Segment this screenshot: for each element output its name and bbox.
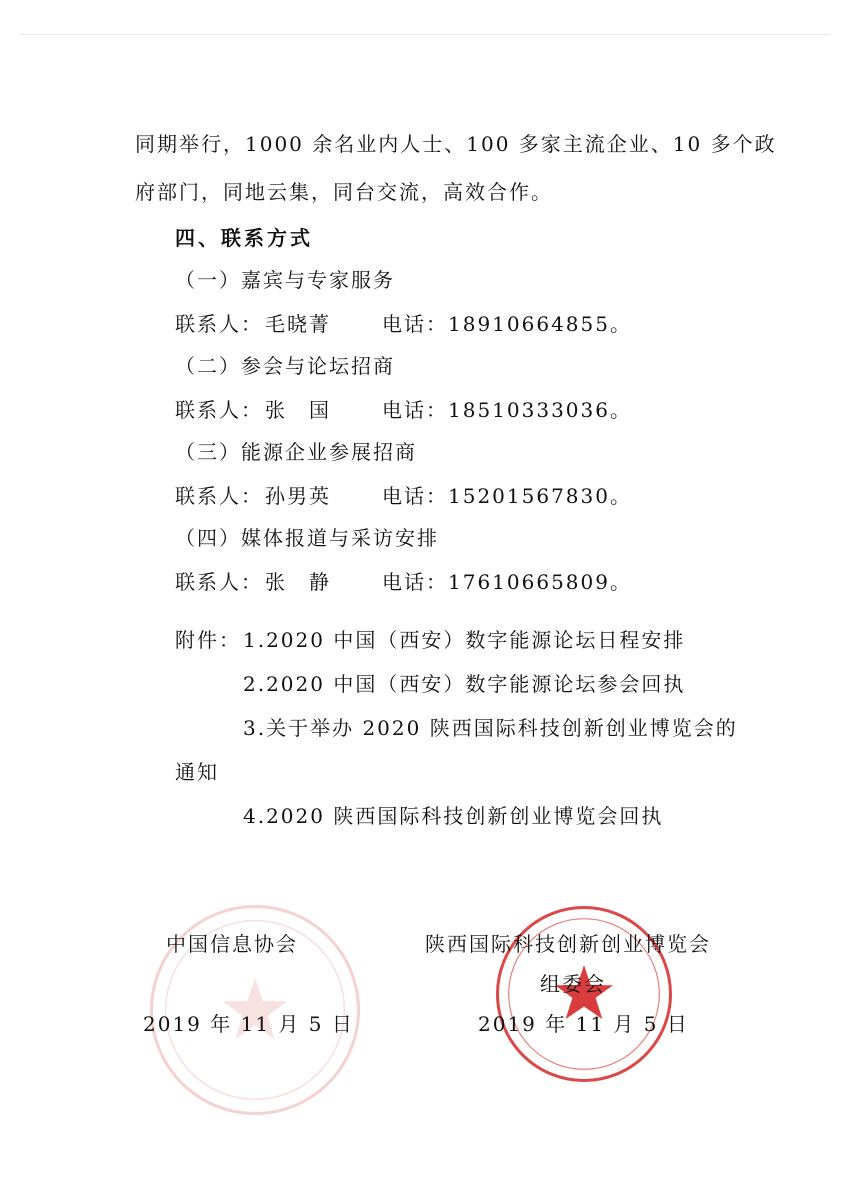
contact-label: 联系人： xyxy=(175,570,263,594)
attachment-item-2: 2.2020 中国（西安）数字能源论坛参会回执 xyxy=(243,672,686,696)
contact-phone: 电话：15201567830。 xyxy=(382,484,632,508)
signature-left-date: 2019 年 11 月 5 日 xyxy=(143,1012,354,1036)
attachment-item-4: 4.2020 陕西国际科技创新创业博览会回执 xyxy=(243,804,664,828)
contact-phone: 电话：18510333036。 xyxy=(382,398,632,422)
contact-label: 联系人： xyxy=(175,484,263,508)
body-paragraph-line-2: 府部门，同地云集，同台交流，高效合作。 xyxy=(135,180,553,204)
contact-group-title-3: （三）能源企业参展招商 xyxy=(175,440,417,464)
signature-right-date: 2019 年 11 月 5 日 xyxy=(478,1012,689,1036)
contact-name: 张 静 xyxy=(265,570,331,594)
contact-group-title-1: （一）嘉宾与专家服务 xyxy=(175,268,395,292)
contact-name: 张 国 xyxy=(265,398,331,422)
contact-name: 孙男英 xyxy=(265,484,331,508)
attachments-label: 附件： xyxy=(175,628,241,652)
signature-left-org: 中国信息协会 xyxy=(166,932,298,956)
attachment-item-3-line-1: 3.关于举办 2020 陕西国际科技创新创业博览会的 xyxy=(243,716,738,740)
contact-group-title-2: （二）参会与论坛招商 xyxy=(175,354,395,378)
contact-label: 联系人： xyxy=(175,398,263,422)
contact-phone: 电话：18910664855。 xyxy=(382,312,632,336)
contact-phone: 电话：17610665809。 xyxy=(382,570,632,594)
signature-right-org-line-2: 组委会 xyxy=(540,972,606,996)
contact-group-title-4: （四）媒体报道与采访安排 xyxy=(175,526,439,550)
attachment-item-3-line-2: 通知 xyxy=(175,760,219,784)
signature-right-org-line-1: 陕西国际科技创新创业博览会 xyxy=(425,932,711,956)
contact-name: 毛晓菁 xyxy=(265,312,331,336)
body-paragraph-line-1: 同期举行，1000 余名业内人士、100 多家主流企业、10 多个政 xyxy=(135,132,777,156)
attachment-item-1: 1.2020 中国（西安）数字能源论坛日程安排 xyxy=(243,628,686,652)
contact-label: 联系人： xyxy=(175,312,263,336)
page-top-rule xyxy=(20,34,830,35)
section-heading-contact: 四、联系方式 xyxy=(175,226,313,250)
